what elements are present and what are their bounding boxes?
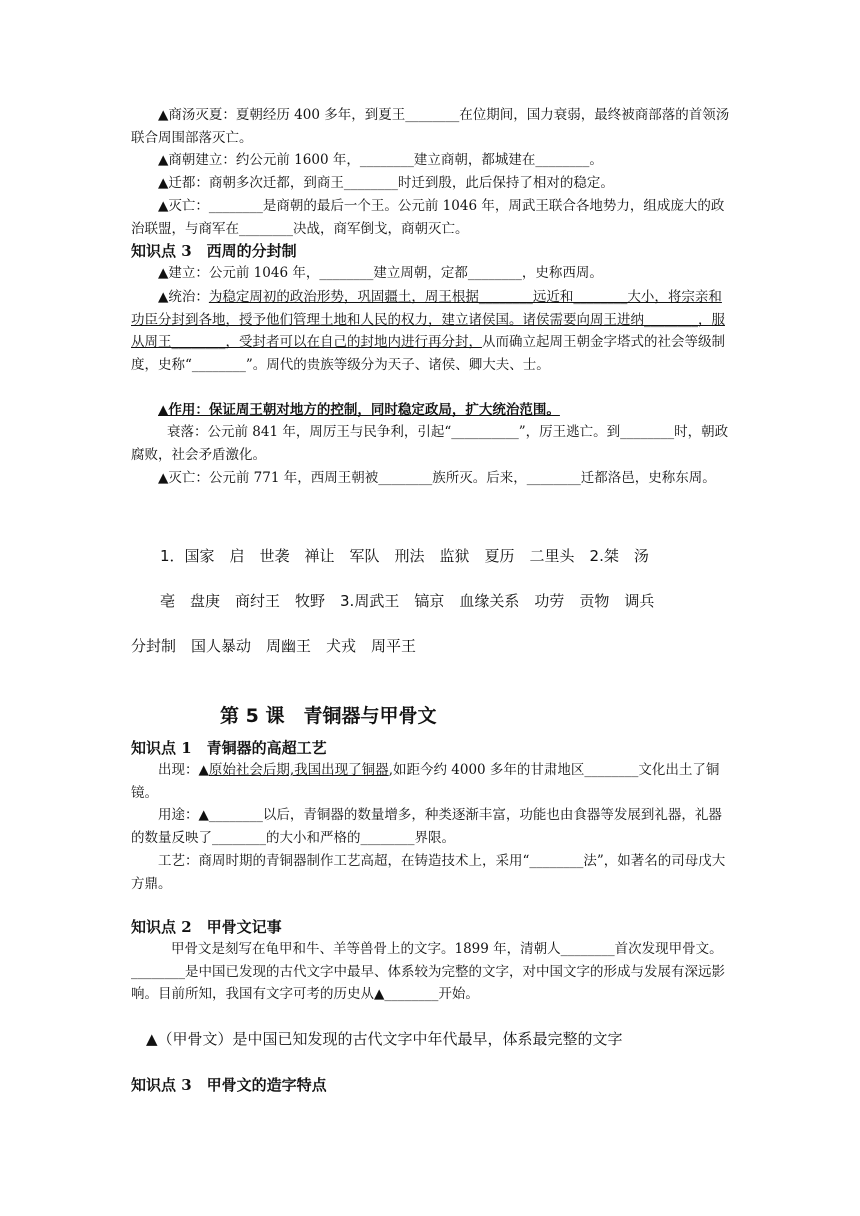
answer-line-3: 分封制 国人暴动 周幽王 犬戎 周平王 [131, 637, 417, 655]
kp3-oracle-features-heading: 知识点 3 甲骨文的造字特点 [131, 1076, 327, 1094]
oracle-note: ▲（甲骨文）是中国已知发现的古代文字中年代最早，体系最完整的文字 [146, 1030, 623, 1048]
zhou-rule-label: ▲统治： [158, 289, 209, 305]
bronze-appear-tail: ,如距今约 4000 多年的甘肃地区________文化出土了铜镜。 [131, 762, 720, 801]
zhou-rule-underlined: 为稳定周初的政治形势，巩固疆土，周王根据________远近和________大小，将宗亲和功臣分封到各地，授予他们管理土地和人民的权力，建立诸侯国。诸侯需要向周王进纳________，服从周王________，受封者可以在自己的封地内进行再分封， [131, 289, 725, 350]
zhou-decline-paragraph: 衰落：公元前 841 年，周厉王与民争利，引起“__________”，厉王逃亡。到________时，朝政腐败，社会矛盾激化。 [131, 424, 729, 463]
zhou-fall-paragraph: ▲灭亡：公元前 771 年，西周王朝被________族所灭。后来，________迁都洛邑，史称东周。 [158, 470, 716, 486]
bronze-appear-label: 出现：▲ [158, 762, 209, 778]
bronze-use-paragraph: 用途：▲________以后，青铜器的数量增多，种类逐渐丰富，功能也由食器等发展到礼器，礼器的数量反映了________的大小和严格的________界限。 [131, 807, 722, 846]
zhou-establish-paragraph: ▲建立：公元前 1046 年，________建立周朝，定都________，史称西周。 [158, 265, 603, 281]
shang-overthrow-xia-paragraph: ▲商汤灭夏：夏朝经历 400 多年，到夏王________在位期间，国力衰弱，最终被商部落的首领汤联合周围部落灭亡。 [131, 107, 730, 146]
zhou-effect-paragraph [131, 399, 731, 422]
bronze-appear-underlined: 原始社会后期,我国出现了铜器 [208, 762, 389, 778]
kp3-zhou-heading: 知识点 3 西周的分封制 [131, 242, 297, 260]
zhou-effect-text: ▲作用：保证周王朝对地方的控制，同时稳定政局，扩大统治范围。 [158, 402, 560, 418]
lesson-5-title: 第 5 课 青铜器与甲骨文 [220, 705, 437, 727]
bronze-appear-paragraph [131, 759, 731, 804]
oracle-body-paragraph: 甲骨文是刻写在龟甲和牛、羊等兽骨上的文字。1899 年，清朝人________首次发现甲骨文。________是中国已发现的古代文字中最早、体系较为完整的文字，对中国文字的形成与发展有深远影响。目前所知，我国有文字可考的历史从▲________开始。 [131, 941, 725, 1002]
answer-line-1: 1．国家 启 世袭 禅让 军队 刑法 监狱 夏历 二里头 2.桀 汤 [160, 547, 649, 565]
zhou-rule-paragraph [131, 286, 731, 376]
bronze-craft-paragraph: 工艺：商周时期的青铜器制作工艺高超，在铸造技术上，采用“________法”，如著名的司母戊大方鼎。 [131, 853, 726, 892]
kp1-bronze-heading: 知识点 1 青铜器的高超工艺 [131, 739, 327, 757]
shang-capital-move-paragraph: ▲迁都：商朝多次迁都，到商王________时迁到殷，此后保持了相对的稳定。 [158, 175, 614, 191]
kp2-oracle-heading: 知识点 2 甲骨文记事 [131, 918, 282, 936]
answer-line-2: 亳 盘庚 商纣王 牧野 3.周武王 镐京 血缘关系 功劳 贡物 调兵 [160, 592, 655, 610]
shang-founding-paragraph: ▲商朝建立：约公元前 1600 年，________建立商朝，都城建在________。 [158, 152, 603, 168]
shang-fall-paragraph: ▲灭亡：________是商朝的最后一个王。公元前 1046 年，周武王联合各地势力，组成庞大的政治联盟，与商军在________决战，商军倒戈，商朝灭亡。 [131, 198, 725, 237]
zhou-rule-tail: 从而确立起周王朝金字塔式的社会等级制度，史称“________”。周代的贵族等级分为天子、诸侯、卿大夫、士。 [131, 334, 725, 373]
